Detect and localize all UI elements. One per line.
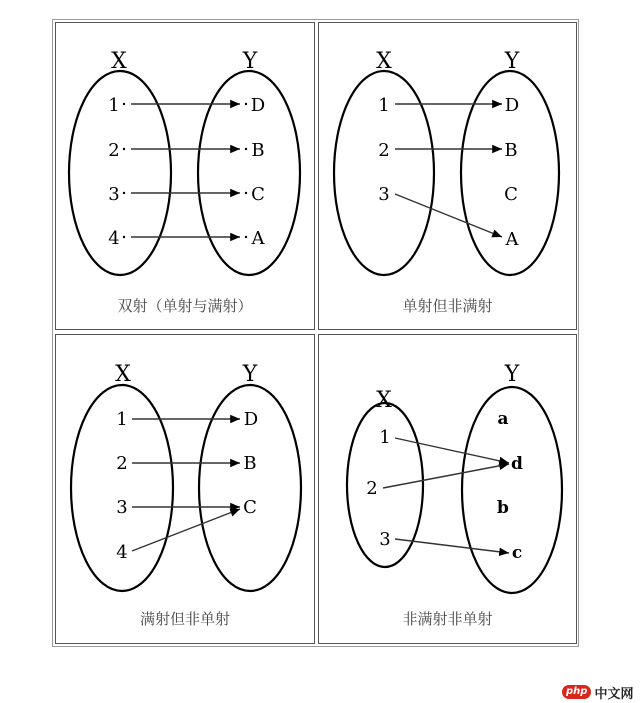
panel-caption: 满射但非单射 [139,610,230,628]
x-element: 2 [378,140,390,161]
y-element: d [511,454,523,474]
y-element: C [251,184,265,205]
x-element: 1 [379,427,391,448]
y-element: D [250,95,266,116]
y-element: C [504,184,518,205]
set-x-label: X [376,49,392,74]
x-element: 1 [108,95,120,116]
y-element: B [504,140,518,161]
y-element: A [505,229,519,250]
x-element: 4 [116,542,128,563]
y-element: C [243,497,257,518]
mapping-arrows [132,419,240,551]
set-y-label: Y [242,362,258,387]
x-element: 1 [116,409,128,430]
y-element: b [497,498,509,518]
mapping-arrows [383,438,509,553]
x-element: 2 [108,140,120,161]
set-y-ellipse [198,71,300,275]
php-logo-icon: php [562,685,591,699]
set-x-label: X [111,49,127,74]
panel-injective [318,22,577,330]
x-element: 3 [108,184,120,205]
y-element: A [251,228,265,249]
y-element: c [511,543,523,563]
site-watermark [562,683,633,701]
x-element: 2 [116,453,128,474]
set-x-label: X [376,388,392,413]
x-element: 4 [108,228,120,249]
neither-diagram [319,335,578,645]
panel-caption: 单射但非满射 [402,297,493,315]
set-x-label: X [115,362,131,387]
panel-caption: 非满射非单射 [402,610,493,628]
panel-neither [318,334,577,644]
x-element: 3 [379,529,391,550]
set-y-label: Y [504,362,520,387]
y-element: B [243,453,257,474]
mapping-arrows [395,104,502,237]
mapping-arrows [131,104,240,237]
injective-diagram [319,23,578,331]
x-element: 2 [366,478,378,499]
set-x-ellipse [69,71,171,275]
x-element: 1 [378,95,390,116]
panel-surjective [55,334,315,644]
surjective-diagram [56,335,316,645]
y-element: a [497,409,509,429]
set-y-label: Y [242,49,258,74]
y-element: D [243,409,259,430]
x-element: 3 [378,184,390,205]
x-element: 3 [116,497,128,518]
y-element: B [251,140,265,161]
watermark-text: 中文网 [594,686,634,702]
y-element: D [504,95,520,116]
bijection-diagram [56,23,316,331]
panel-caption: 双射（单射与满射） [117,297,253,315]
panel-bijection [55,22,315,330]
set-y-label: Y [504,49,520,74]
